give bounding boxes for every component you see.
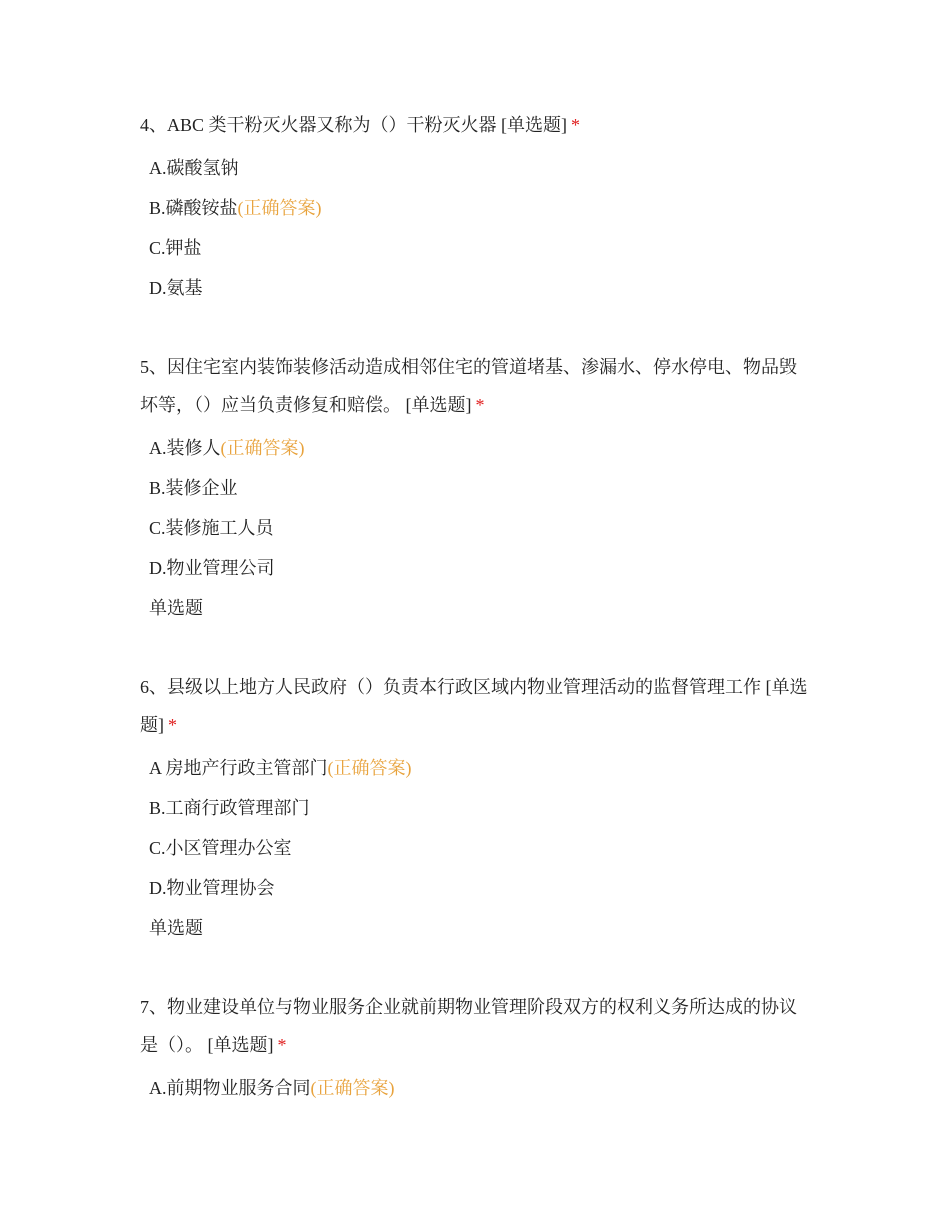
option-label: C.钾盐 — [149, 238, 202, 258]
option-b[interactable] — [149, 188, 810, 228]
option-label: C.小区管理办公室 — [149, 838, 292, 858]
option-b[interactable] — [149, 468, 810, 508]
option-list — [140, 428, 810, 588]
question-6 — [140, 668, 810, 948]
required-mark: * — [571, 115, 580, 135]
option-label: A.碳酸氢钠 — [149, 158, 239, 178]
option-b[interactable] — [149, 788, 810, 828]
question-title — [140, 668, 810, 744]
question-type-note: 单选题 — [149, 918, 203, 938]
question-7 — [140, 988, 810, 1108]
option-label: A.前期物业服务合同 — [149, 1078, 311, 1098]
option-d[interactable] — [149, 548, 810, 588]
question-text: 7、物业建设单位与物业服务企业就前期物业管理阶段双方的权利义务所达成的协议是（）。 [单选题] — [140, 997, 797, 1055]
question-title — [140, 106, 810, 144]
option-a[interactable] — [149, 428, 810, 468]
question-5 — [140, 348, 810, 628]
option-label: A 房地产行政主管部门 — [149, 758, 328, 778]
question-text: 6、县级以上地方人民政府（）负责本行政区域内物业管理活动的监督管理工作 [单选题] — [140, 677, 808, 735]
correct-answer-tag: (正确答案) — [220, 438, 305, 458]
option-a[interactable] — [149, 748, 810, 788]
question-4 — [140, 106, 810, 308]
correct-answer-tag: (正确答案) — [237, 198, 322, 218]
option-c[interactable] — [149, 228, 810, 268]
question-type-note: 单选题 — [149, 598, 203, 618]
option-d[interactable] — [149, 268, 810, 308]
required-mark: * — [475, 395, 485, 415]
question-title — [140, 988, 810, 1064]
question-title — [140, 348, 810, 424]
question-text: 5、因住宅室内装饰装修活动造成相邻住宅的管道堵基、渗漏水、停水停电、物品毁坏等，（）应当负责修复和赔偿。 [单选题] — [140, 357, 797, 415]
option-label: B.工商行政管理部门 — [149, 798, 310, 818]
option-c[interactable] — [149, 828, 810, 868]
option-a[interactable] — [149, 148, 810, 188]
correct-answer-tag: (正确答案) — [310, 1078, 395, 1098]
option-label: D.物业管理公司 — [149, 558, 275, 578]
option-label: B.装修企业 — [149, 478, 238, 498]
required-mark: * — [168, 715, 177, 735]
option-list — [140, 148, 810, 308]
option-label: B.磷酸铵盐 — [149, 198, 238, 218]
question-text: 4、ABC 类干粉灭火器又称为（）干粉灭火器 [单选题] — [140, 115, 567, 135]
option-c[interactable] — [149, 508, 810, 548]
required-mark: * — [277, 1035, 287, 1055]
option-a[interactable] — [149, 1068, 810, 1108]
correct-answer-tag: (正确答案) — [327, 758, 412, 778]
option-label: D.物业管理协会 — [149, 878, 275, 898]
option-label: C.装修施工人员 — [149, 518, 274, 538]
option-list — [140, 1068, 810, 1108]
option-list — [140, 748, 810, 908]
option-d[interactable] — [149, 868, 810, 908]
option-label: A.装修人 — [149, 438, 221, 458]
option-label: D.氨基 — [149, 278, 203, 298]
